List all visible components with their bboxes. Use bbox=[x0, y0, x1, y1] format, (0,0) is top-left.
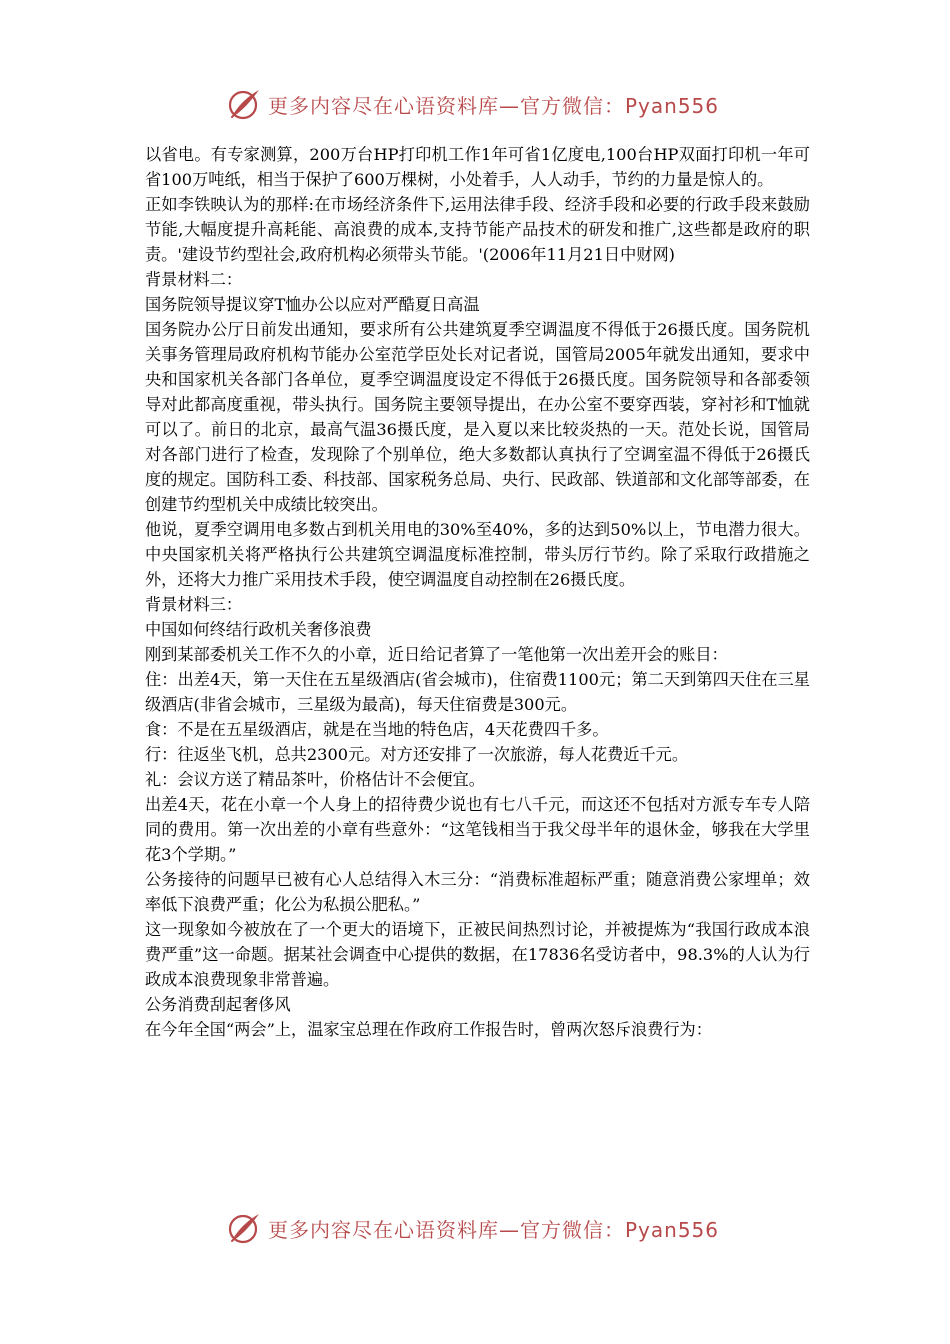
paragraph: 礼：会议方送了精品茶叶，价格估计不会便宜。 bbox=[145, 770, 485, 789]
paragraph: 食：不是在五星级酒店，就是在当地的特色店，4天花费四千多。 bbox=[145, 720, 609, 739]
paragraph: 正如李铁映认为的那样:在市场经济条件下,运用法律手段、经济手段和必要的行政手段来鼓励节能,大幅度提升高耗能、高浪费的成本,支持节能产品技术的研发和推广,这些都是政府的职责。'建设节约型社会,政府机构必须带头节能。'(2006年11月21日中财网) bbox=[145, 195, 810, 264]
paragraph: 公务接待的问题早已被有心人总结得入木三分：“消费标准超标严重；随意消费公家埋单；效率低下浪费严重；化公为私损公肥私。” bbox=[145, 870, 810, 914]
watermark-header bbox=[226, 84, 719, 124]
watermark-text: 更多内容尽在心语资料库—官方微信：Pyan556 bbox=[268, 93, 720, 118]
paragraph: 在今年全国“两会”上，温家宝总理在作政府工作报告时，曾两次怒斥浪费行为： bbox=[145, 1020, 712, 1039]
article-title: 国务院领导提议穿T恤办公以应对严酷夏日高温 bbox=[145, 295, 480, 314]
paragraph: 行：往返坐飞机，总共2300元。对方还安排了一次旅游，每人花费近千元。 bbox=[145, 745, 689, 764]
paragraph: 以省电。有专家测算，200万台HP打印机工作1年可省1亿度电,100台HP双面打印机一年可省100万吨纸，相当于保护了600万棵树，小处着手，人人动手，节约的力量是惊人的。 bbox=[145, 145, 810, 189]
section-heading: 背景材料二： bbox=[145, 270, 243, 289]
paragraph: 国务院办公厅日前发出通知，要求所有公共建筑夏季空调温度不得低于26摄氏度。国务院机关事务管理局政府机构节能办公室范学臣处长对记者说，国管局2005年就发出通知，要求中央和国家机关各部门各单位，夏季空调温度设定不得低于26摄氏度。国务院领导和各部委领导对此都高度重视，带头执行。国务院主要领导提出，在办公室不要穿西装，穿衬衫和T恤就可以了。前日的北京，最高气温36摄氏度，是入夏以来比较炎热的一天。范处长说，国管局对各部门进行了检查，发现除了个别单位，绝大多数都认真执行了空调室温不得低于26摄氏度的规定。国防科工委、科技部、国家税务总局、央行、民政部、铁道部和文化部等部委，在创建节约型机关中成绩比较突出。 bbox=[145, 320, 810, 514]
subheading: 公务消费刮起奢侈风 bbox=[145, 995, 291, 1014]
article-title: 中国如何终结行政机关奢侈浪费 bbox=[145, 620, 372, 639]
paragraph: 刚到某部委机关工作不久的小章，近日给记者算了一笔他第一次出差开会的账目： bbox=[145, 645, 728, 664]
document-body bbox=[145, 142, 810, 1042]
watermark-text: 更多内容尽在心语资料库—官方微信：Pyan556 bbox=[268, 1217, 720, 1242]
paragraph: 住：出差4天，第一天住在五星级酒店(省会城市)，住宿费1100元；第二天到第四天住在三星级酒店(非省会城市，三星级为最高)，每天住宿费是300元。 bbox=[145, 670, 810, 714]
quill-logo-icon bbox=[226, 1210, 262, 1246]
paragraph: 他说，夏季空调用电多数占到机关用电的30%至40%，多的达到50%以上，节电潜力很大。中央国家机关将严格执行公共建筑空调温度标准控制，带头厉行节约。除了采取行政措施之外，还将大力推广采用技术手段，使空调温度自动控制在26摄氏度。 bbox=[145, 520, 810, 589]
quill-logo-icon bbox=[226, 86, 262, 122]
paragraph: 出差4天，花在小章一个人身上的招待费少说也有七八千元，而这还不包括对方派专车专人陪同的费用。第一次出差的小章有些意外：“这笔钱相当于我父母半年的退休金，够我在大学里花3个学期。” bbox=[145, 795, 810, 864]
paragraph: 这一现象如今被放在了一个更大的语境下，正被民间热烈讨论，并被提炼为“我国行政成本浪费严重”这一命题。据某社会调查中心提供的数据，在17836名受访者中，98.3%的人认为行政成本浪费现象非常普遍。 bbox=[145, 920, 810, 989]
watermark-footer bbox=[226, 1208, 719, 1248]
section-heading: 背景材料三： bbox=[145, 595, 243, 614]
